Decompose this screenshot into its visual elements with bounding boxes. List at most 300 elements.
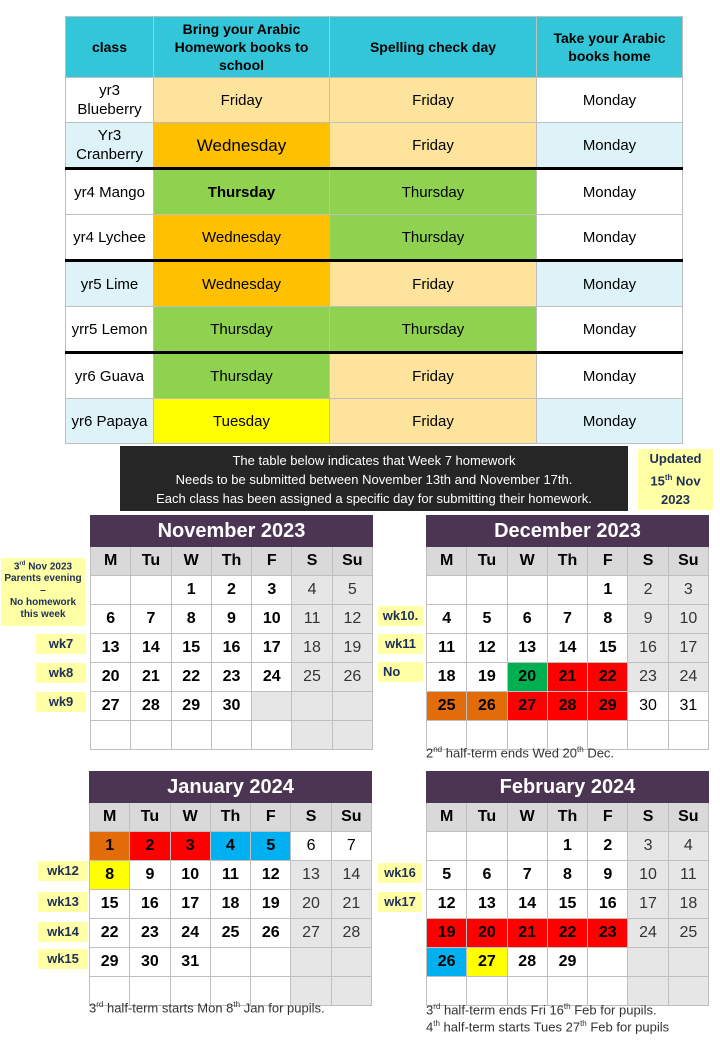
- day-cell: [292, 692, 332, 721]
- day-cell: [292, 721, 332, 750]
- spelling-day-cell: Friday: [330, 353, 537, 399]
- bring-day-cell: Thursday: [154, 353, 330, 399]
- spelling-day-cell: Thursday: [330, 169, 537, 215]
- day-cell: 24: [668, 663, 708, 692]
- half-term-note-4-start: [426, 1019, 669, 1034]
- day-cell: [252, 692, 292, 721]
- day-cell: 19: [251, 890, 291, 919]
- weekday-label: Th: [547, 803, 587, 832]
- day-cell: 18: [668, 890, 708, 919]
- week-label-no: No: [378, 662, 423, 682]
- note-text: Feb for pupils: [586, 1019, 670, 1035]
- calendar-week: [427, 919, 709, 948]
- updated-day-suffix: th: [664, 473, 673, 482]
- day-cell: 21: [331, 890, 371, 919]
- take-day-cell: Monday: [537, 169, 683, 215]
- day-cell: 17: [170, 890, 210, 919]
- day-cell: 6: [507, 605, 547, 634]
- day-cell: [91, 576, 131, 605]
- day-cell: 10: [170, 861, 210, 890]
- day-cell: [332, 721, 372, 750]
- note-sup: th: [233, 1000, 241, 1009]
- day-cell: 2: [211, 576, 251, 605]
- day-cell: [668, 721, 708, 750]
- table-row: [66, 78, 683, 123]
- day-cell: [131, 576, 171, 605]
- day-cell: 22: [547, 919, 587, 948]
- calendar-title: January 2024: [90, 772, 372, 803]
- take-day-cell: Monday: [537, 123, 683, 169]
- take-day-cell: Monday: [537, 261, 683, 307]
- bring-day-cell: Wednesday: [154, 261, 330, 307]
- day-cell: 28: [507, 948, 547, 977]
- day-cell: 27: [507, 692, 547, 721]
- spelling-day-cell: Friday: [330, 399, 537, 444]
- day-cell: [171, 721, 211, 750]
- weekday-label: Th: [210, 803, 250, 832]
- note-date: [1, 558, 85, 573]
- day-cell: 15: [588, 634, 628, 663]
- calendar-week: [91, 692, 373, 721]
- parents-evening-note: [1, 558, 85, 626]
- spelling-day-cell: Friday: [330, 261, 537, 307]
- day-cell: 25: [292, 663, 332, 692]
- weekday-label: Th: [211, 547, 251, 576]
- week-label-wk8: wk8: [36, 663, 86, 683]
- weekday-label: S: [628, 803, 668, 832]
- day-cell: 23: [211, 663, 251, 692]
- weekday-label: M: [90, 803, 130, 832]
- day-cell: 11: [668, 861, 708, 890]
- calendar-week: [427, 890, 709, 919]
- note-text: half-term ends Wed 20: [442, 745, 578, 761]
- weekday-label: M: [91, 547, 131, 576]
- calendar-january-2024: [89, 771, 372, 1006]
- note-date-sup: rd: [19, 561, 26, 567]
- bring-day-cell: Thursday: [154, 169, 330, 215]
- day-cell: 21: [131, 663, 171, 692]
- day-cell: 29: [171, 692, 211, 721]
- updated-note: [638, 449, 713, 510]
- week7-notice: [120, 446, 628, 511]
- calendar-week: [427, 605, 709, 634]
- day-cell: 30: [130, 948, 170, 977]
- day-cell: 29: [547, 948, 587, 977]
- note-text: Dec.: [583, 745, 615, 761]
- day-cell: 24: [628, 919, 668, 948]
- day-cell: 12: [467, 634, 507, 663]
- week-label-wk15: wk15: [38, 949, 88, 969]
- day-cell: 26: [467, 692, 507, 721]
- day-cell: [211, 721, 251, 750]
- weekday-label: W: [507, 803, 547, 832]
- class-cell: Yr3 Cranberry: [66, 123, 154, 169]
- note-text: Feb for pupils.: [570, 1002, 657, 1018]
- day-cell: [251, 948, 291, 977]
- day-cell: 1: [171, 576, 211, 605]
- bring-day-cell: Friday: [154, 78, 330, 123]
- day-cell: 13: [507, 634, 547, 663]
- note-sup: th: [433, 1019, 440, 1028]
- class-cell: yr6 Guava: [66, 353, 154, 399]
- day-cell: 19: [467, 663, 507, 692]
- half-term-note-3-end: [426, 1002, 657, 1017]
- day-cell: 4: [668, 832, 708, 861]
- day-cell: 21: [507, 919, 547, 948]
- day-cell: 27: [291, 919, 331, 948]
- calendar-title: November 2023: [91, 516, 373, 547]
- calendar-week: [90, 948, 372, 977]
- note-line: –: [40, 585, 46, 597]
- day-cell: 14: [547, 634, 587, 663]
- weekday-label: Tu: [130, 803, 170, 832]
- day-cell: 12: [251, 861, 291, 890]
- weekday-label: Tu: [467, 803, 507, 832]
- bring-day-cell: Thursday: [154, 307, 330, 353]
- calendar-week: [90, 861, 372, 890]
- header-bring-books: Bring your Arabic Homework books to school: [154, 17, 330, 78]
- note-sup: th: [577, 745, 584, 754]
- note-num: 3: [426, 1002, 434, 1018]
- class-cell: yr4 Lychee: [66, 215, 154, 261]
- day-cell: 16: [211, 634, 251, 663]
- day-cell: 10: [628, 861, 668, 890]
- day-cell: 5: [427, 861, 467, 890]
- day-cell: 19: [427, 919, 467, 948]
- day-cell: 16: [130, 890, 170, 919]
- day-cell: 13: [91, 634, 131, 663]
- calendar-week: [91, 634, 373, 663]
- weekday-label: Tu: [131, 547, 171, 576]
- day-cell: 9: [130, 861, 170, 890]
- calendar-title: February 2024: [427, 772, 709, 803]
- day-cell: 25: [210, 919, 250, 948]
- day-cell: [210, 948, 250, 977]
- note-text: Jan for pupils.: [240, 1000, 325, 1016]
- day-cell: 3: [668, 576, 708, 605]
- bring-day-cell: Tuesday: [154, 399, 330, 444]
- week-label-wk12: wk12: [38, 861, 88, 881]
- day-cell: 23: [588, 919, 628, 948]
- week-label-wk16: wk16: [378, 863, 422, 883]
- day-cell: 3: [170, 832, 210, 861]
- day-cell: 7: [131, 605, 171, 634]
- day-cell: 2: [130, 832, 170, 861]
- day-cell: 15: [547, 890, 587, 919]
- table-row: [66, 215, 683, 261]
- day-cell: 28: [131, 692, 171, 721]
- weekday-label: W: [171, 547, 211, 576]
- weekday-label: Su: [668, 803, 708, 832]
- day-cell: [507, 576, 547, 605]
- day-cell: 17: [252, 634, 292, 663]
- weekday-label: F: [251, 803, 291, 832]
- calendar-title: December 2023: [427, 516, 709, 547]
- day-cell: 1: [588, 576, 628, 605]
- weekday-header-row: [427, 547, 709, 576]
- day-cell: 25: [668, 919, 708, 948]
- calendar-february-2024: [426, 771, 709, 1006]
- note-sup: nd: [433, 745, 443, 754]
- weekday-header-row: [427, 803, 709, 832]
- day-cell: 26: [332, 663, 372, 692]
- day-cell: [331, 977, 371, 1006]
- calendar-week: [427, 861, 709, 890]
- day-cell: 6: [291, 832, 331, 861]
- take-day-cell: Monday: [537, 353, 683, 399]
- day-cell: 17: [628, 890, 668, 919]
- bring-day-cell: Wednesday: [154, 123, 330, 169]
- day-cell: 9: [211, 605, 251, 634]
- class-cell: yrr5 Lemon: [66, 307, 154, 353]
- day-cell: [331, 948, 371, 977]
- weekday-header-row: [90, 803, 372, 832]
- day-cell: 25: [427, 692, 467, 721]
- bring-day-cell: Wednesday: [154, 215, 330, 261]
- calendar-week: [91, 721, 373, 750]
- weekday-label: M: [427, 803, 467, 832]
- day-cell: 12: [427, 890, 467, 919]
- day-cell: 14: [507, 890, 547, 919]
- day-cell: 8: [90, 861, 130, 890]
- notice-line: Each class has been assigned a specific day for submitting their homework.: [156, 491, 592, 506]
- day-cell: 27: [467, 948, 507, 977]
- day-cell: 7: [331, 832, 371, 861]
- day-cell: [427, 832, 467, 861]
- weekday-label: Tu: [467, 547, 507, 576]
- weekday-label: Th: [547, 547, 587, 576]
- weekday-label: W: [507, 547, 547, 576]
- day-cell: 30: [628, 692, 668, 721]
- day-cell: 18: [427, 663, 467, 692]
- take-day-cell: Monday: [537, 307, 683, 353]
- day-cell: 16: [588, 890, 628, 919]
- day-cell: 19: [332, 634, 372, 663]
- day-cell: 29: [90, 948, 130, 977]
- calendar-week: [427, 576, 709, 605]
- calendar-week: [427, 634, 709, 663]
- day-cell: [332, 692, 372, 721]
- day-cell: 14: [331, 861, 371, 890]
- spelling-day-cell: Friday: [330, 123, 537, 169]
- day-cell: [427, 576, 467, 605]
- day-cell: 2: [588, 832, 628, 861]
- header-class: class: [66, 17, 154, 78]
- day-cell: 18: [210, 890, 250, 919]
- updated-year: 2023: [661, 492, 690, 508]
- day-cell: 15: [171, 634, 211, 663]
- weekday-label: W: [170, 803, 210, 832]
- class-cell: yr5 Lime: [66, 261, 154, 307]
- calendar-december-2023: [426, 515, 709, 750]
- day-cell: [291, 948, 331, 977]
- day-cell: 7: [507, 861, 547, 890]
- calendar-week: [427, 663, 709, 692]
- table-row: [66, 169, 683, 215]
- weekday-label: S: [292, 547, 332, 576]
- weekday-label: F: [588, 547, 628, 576]
- weekday-label: Su: [668, 547, 708, 576]
- weekday-label: S: [628, 547, 668, 576]
- day-cell: 10: [668, 605, 708, 634]
- schedule-header-row: [66, 17, 683, 78]
- day-cell: 6: [467, 861, 507, 890]
- note-num: 3: [89, 1000, 97, 1016]
- day-cell: 24: [252, 663, 292, 692]
- day-cell: 27: [91, 692, 131, 721]
- note-line: Parents evening: [4, 573, 82, 585]
- weekday-label: Su: [332, 547, 372, 576]
- week-label-wk13: wk13: [38, 892, 88, 912]
- week-label-wk14: wk14: [38, 922, 88, 942]
- spelling-day-cell: Thursday: [330, 307, 537, 353]
- day-cell: 26: [251, 919, 291, 948]
- day-cell: 12: [332, 605, 372, 634]
- day-cell: 1: [90, 832, 130, 861]
- day-cell: 3: [252, 576, 292, 605]
- day-cell: 30: [211, 692, 251, 721]
- calendar-week: [427, 692, 709, 721]
- day-cell: [507, 832, 547, 861]
- day-cell: 14: [131, 634, 171, 663]
- calendar-week: [91, 576, 373, 605]
- day-cell: 20: [291, 890, 331, 919]
- day-cell: 18: [292, 634, 332, 663]
- day-cell: 4: [292, 576, 332, 605]
- day-cell: [252, 721, 292, 750]
- week-label-wk10: wk10.: [378, 606, 423, 626]
- table-row: [66, 123, 683, 169]
- day-cell: [131, 721, 171, 750]
- take-day-cell: Monday: [537, 215, 683, 261]
- day-cell: 28: [547, 692, 587, 721]
- week-label-wk9: wk9: [36, 692, 86, 712]
- day-cell: 1: [547, 832, 587, 861]
- day-cell: 4: [210, 832, 250, 861]
- day-cell: 13: [291, 861, 331, 890]
- header-spelling-day: Spelling check day: [330, 17, 537, 78]
- day-cell: 26: [427, 948, 467, 977]
- day-cell: 9: [588, 861, 628, 890]
- day-cell: 13: [467, 890, 507, 919]
- day-cell: 7: [547, 605, 587, 634]
- note-sup: rd: [433, 1002, 441, 1011]
- class-cell: yr3 Blueberry: [66, 78, 154, 123]
- day-cell: 10: [252, 605, 292, 634]
- day-cell: 31: [170, 948, 210, 977]
- calendar-week: [427, 948, 709, 977]
- day-cell: 5: [251, 832, 291, 861]
- note-sup: th: [563, 1002, 571, 1011]
- day-cell: [628, 948, 668, 977]
- note-line: No homework: [9, 597, 77, 609]
- half-term-note-3-start: [89, 1000, 325, 1015]
- day-cell: 15: [90, 890, 130, 919]
- day-cell: 3: [628, 832, 668, 861]
- week-label-wk17: wk17: [378, 892, 422, 912]
- day-cell: 11: [210, 861, 250, 890]
- day-cell: 29: [588, 692, 628, 721]
- spelling-day-cell: Thursday: [330, 215, 537, 261]
- day-cell: 31: [668, 692, 708, 721]
- updated-month: Nov: [676, 473, 701, 489]
- calendar-week: [91, 663, 373, 692]
- half-term-note-2: [426, 745, 614, 760]
- weekday-label: F: [588, 803, 628, 832]
- calendar-week: [90, 832, 372, 861]
- table-row: [66, 307, 683, 353]
- calendar-week: [91, 605, 373, 634]
- class-cell: yr4 Mango: [66, 169, 154, 215]
- updated-date: [638, 468, 713, 490]
- day-cell: 16: [628, 634, 668, 663]
- day-cell: 21: [547, 663, 587, 692]
- day-cell: 23: [628, 663, 668, 692]
- table-row: [66, 261, 683, 307]
- day-cell: 20: [467, 919, 507, 948]
- calendar-week: [90, 919, 372, 948]
- day-cell: [547, 576, 587, 605]
- calendar-week: [90, 890, 372, 919]
- note-text: half-term starts Mon 8: [103, 1000, 234, 1016]
- table-row: [66, 353, 683, 399]
- day-cell: 17: [668, 634, 708, 663]
- day-cell: 5: [467, 605, 507, 634]
- day-cell: 5: [332, 576, 372, 605]
- day-cell: 22: [171, 663, 211, 692]
- weekday-label: F: [252, 547, 292, 576]
- day-cell: 22: [90, 919, 130, 948]
- day-cell: [467, 576, 507, 605]
- weekday-label: Su: [331, 803, 371, 832]
- note-text: half-term starts Tues 27: [439, 1019, 581, 1035]
- note-sup: rd: [96, 1000, 104, 1009]
- note-num: 2: [426, 745, 434, 761]
- day-cell: 8: [547, 861, 587, 890]
- notice-line: The table below indicates that Week 7 homework: [232, 453, 516, 468]
- day-cell: 20: [91, 663, 131, 692]
- take-day-cell: Monday: [537, 78, 683, 123]
- day-cell: 23: [130, 919, 170, 948]
- note-line: this week: [20, 609, 66, 621]
- updated-label: Updated: [649, 451, 702, 466]
- weekday-label: M: [427, 547, 467, 576]
- spelling-day-cell: Friday: [330, 78, 537, 123]
- day-cell: 22: [588, 663, 628, 692]
- class-cell: yr6 Papaya: [66, 399, 154, 444]
- calendar-november-2023: [90, 515, 373, 750]
- note-num: 4: [426, 1019, 434, 1035]
- day-cell: 8: [171, 605, 211, 634]
- updated-day: 15: [650, 473, 665, 489]
- calendar-week: [427, 832, 709, 861]
- day-cell: 9: [628, 605, 668, 634]
- day-cell: [588, 948, 628, 977]
- day-cell: 2: [628, 576, 668, 605]
- day-cell: 20: [507, 663, 547, 692]
- day-cell: 11: [427, 634, 467, 663]
- homework-schedule-table: [65, 16, 683, 444]
- day-cell: [467, 832, 507, 861]
- note-date-num: 3: [13, 561, 20, 573]
- day-cell: 4: [427, 605, 467, 634]
- note-text: half-term ends Fri 16: [440, 1002, 564, 1018]
- weekday-header-row: [91, 547, 373, 576]
- day-cell: [668, 977, 708, 1006]
- day-cell: 8: [588, 605, 628, 634]
- table-row: [66, 399, 683, 444]
- notice-line: Needs to be submitted between November 13th and November 17th.: [175, 472, 573, 487]
